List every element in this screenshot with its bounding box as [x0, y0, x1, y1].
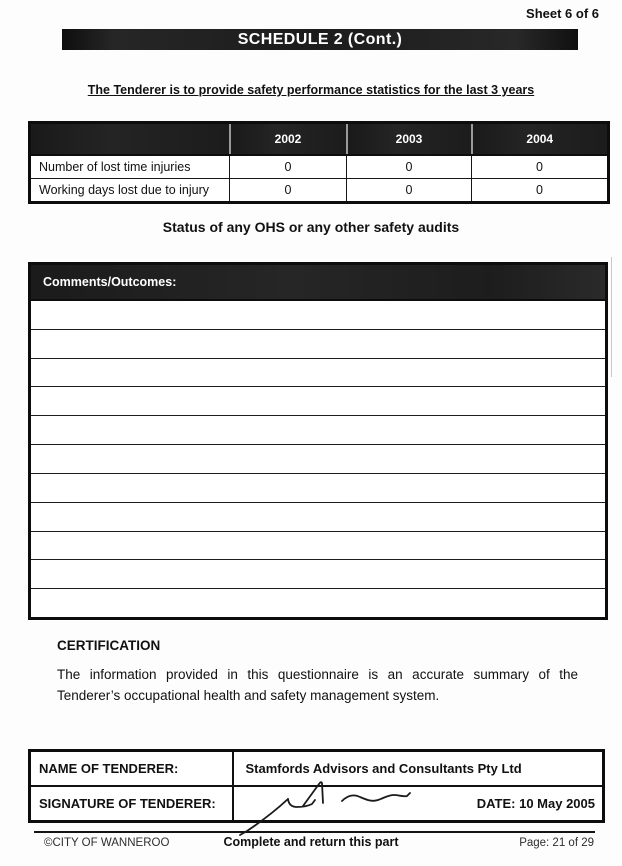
footer-note: Complete and return this part — [223, 835, 399, 849]
comments-blank-row — [31, 330, 605, 359]
date-value: DATE: 10 May 2005 — [476, 796, 595, 811]
comments-rows — [31, 301, 605, 617]
certification-text: The information provided in this questionnaire is an accurate summary of the Tenderer’s occupational health and safety management system. — [57, 667, 578, 703]
stat-value: 0 — [472, 155, 609, 179]
name-of-tenderer-value: Stamfords Advisors and Consultants Pty Ltd — [233, 751, 604, 787]
table-row — [30, 179, 609, 203]
comments-blank-row — [31, 445, 605, 474]
stats-header-2003: 2003 — [347, 123, 472, 156]
scan-artifact-line — [611, 257, 612, 377]
schedule-title-bar — [62, 29, 578, 50]
name-of-tenderer-label: NAME OF TENDERER: — [30, 751, 233, 787]
stat-label-working-days-lost: Working days lost due to injury — [30, 179, 230, 203]
instruction-heading: The Tenderer is to provide safety performance statistics for the last 3 years — [87, 83, 535, 97]
signature-wave-stroke — [342, 793, 410, 801]
comments-outcomes-box — [28, 262, 608, 620]
schedule-title: SCHEDULE 2 (Cont.) — [237, 31, 403, 48]
ohs-audits-heading: Status of any OHS or any other safety audits — [162, 219, 460, 235]
stats-header-2004: 2004 — [472, 123, 609, 156]
comments-blank-row — [31, 301, 605, 330]
comments-blank-row — [31, 387, 605, 416]
stat-value: 0 — [230, 155, 347, 179]
stat-label-lost-time-injuries: Number of lost time injuries — [30, 155, 230, 179]
certification-heading: CERTIFICATION — [57, 638, 161, 653]
signature-loop-stroke — [288, 799, 315, 807]
signature-mark — [236, 770, 428, 844]
footer-page-number: Page: 21 of 29 — [519, 837, 594, 849]
stat-value: 0 — [347, 179, 472, 203]
comments-blank-row — [31, 474, 605, 503]
comments-header: Comments/Outcomes: — [31, 265, 605, 301]
signature-of-tenderer-label: SIGNATURE OF TENDERER: — [30, 786, 233, 822]
stat-value: 0 — [347, 155, 472, 179]
comments-blank-row — [31, 416, 605, 445]
comments-blank-row — [31, 560, 605, 589]
comments-blank-row — [31, 532, 605, 561]
stats-header-row — [30, 123, 609, 156]
stats-header-blank — [30, 123, 230, 156]
comments-blank-row — [31, 589, 605, 617]
footer-copyright: ©CITY OF WANNEROO — [44, 837, 170, 849]
signature-tail-stroke — [240, 799, 288, 835]
table-row — [30, 155, 609, 179]
stat-value: 0 — [472, 179, 609, 203]
comments-blank-row — [31, 503, 605, 532]
comments-blank-row — [31, 359, 605, 388]
sheet-label: Sheet 6 of 6 — [526, 6, 599, 21]
stat-value: 0 — [230, 179, 347, 203]
stats-header-2002: 2002 — [230, 123, 347, 156]
safety-stats-table — [28, 121, 610, 204]
